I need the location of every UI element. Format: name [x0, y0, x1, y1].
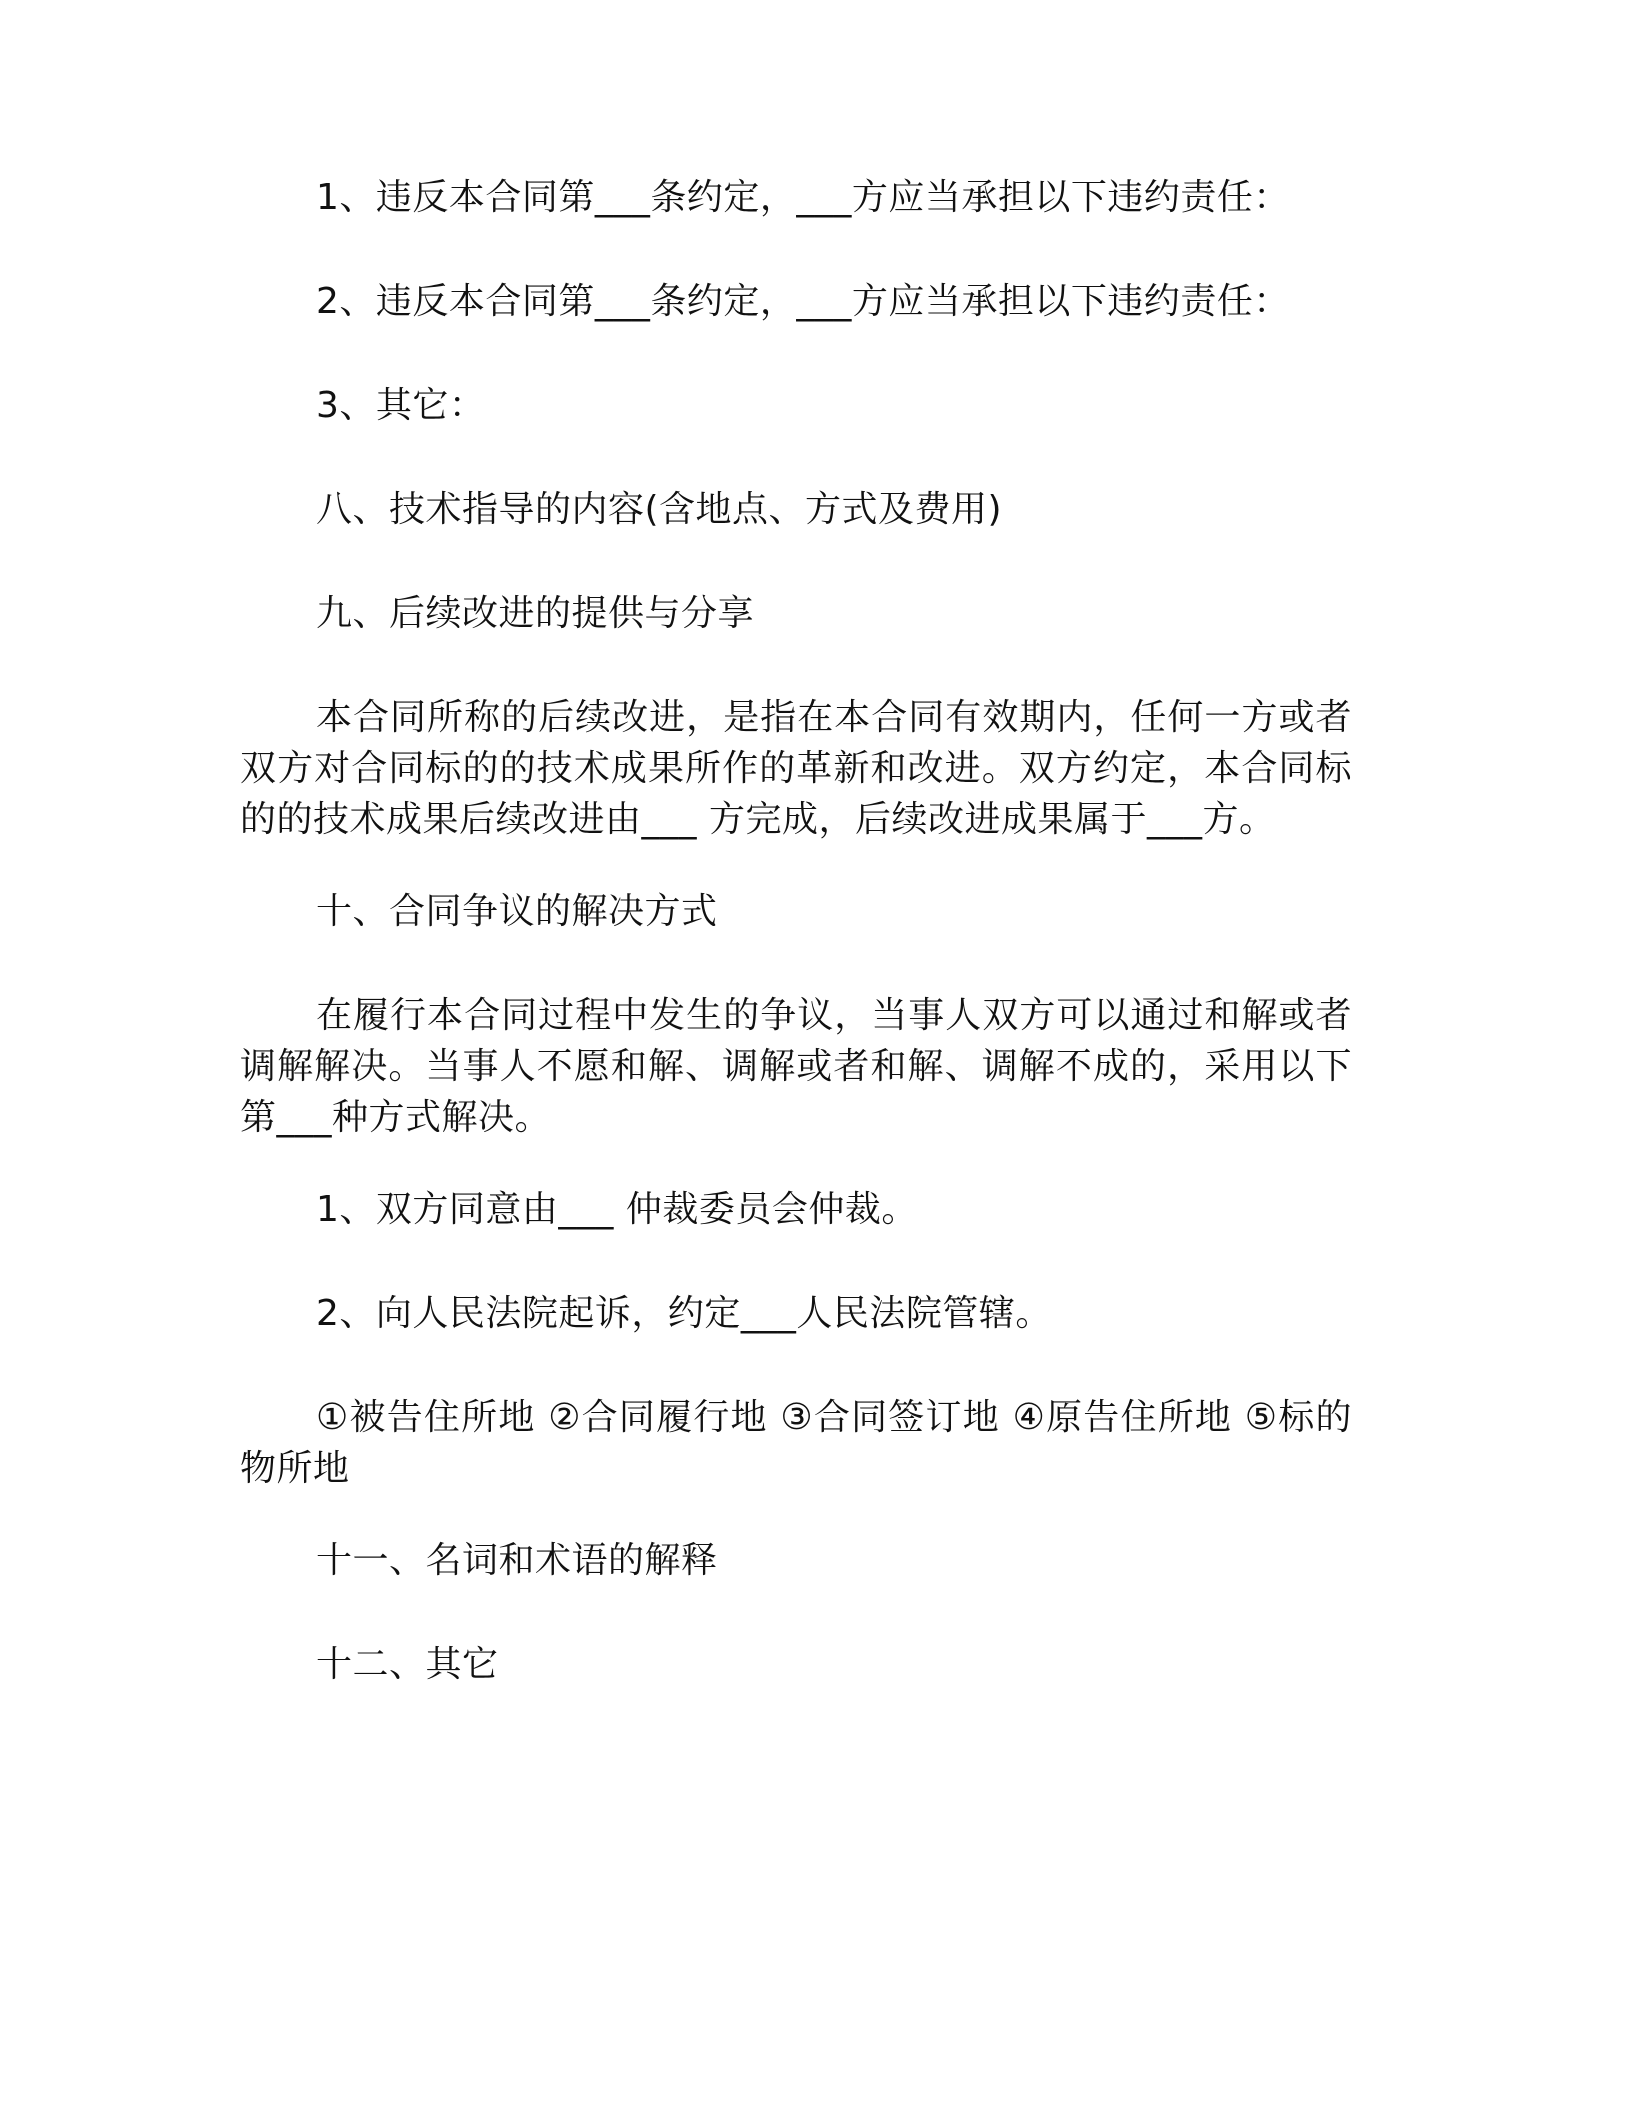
- section-9-heading: 九、后续改进的提供与分享: [316, 593, 755, 634]
- section-11-heading: 十一、名词和术语的解释: [316, 1540, 718, 1581]
- section-8-heading: 八、技术指导的内容(含地点、方式及费用): [316, 489, 1003, 530]
- document-body: [240, 172, 1352, 1743]
- section-10-heading: 十、合同争议的解决方式: [316, 891, 718, 932]
- section-9-body: 本合同所称的后续改进，是指在本合同有效期内，任何一方或者双方对合同标的的技术成果所作的革新和改进。双方约定，本合同标的的技术成果后续改进由___ 方完成，后续改进成果属于___方。: [240, 697, 1352, 840]
- jurisdiction-options: ①被告住所地 ②合同履行地 ③合同签订地 ④原告住所地 ⑤标的物所地: [240, 1397, 1352, 1489]
- dispute-option-1: 1、双方同意由___ 仲裁委员会仲裁。: [316, 1189, 918, 1230]
- clause-other: 3、其它：: [316, 385, 486, 426]
- clause-breach-2: 2、违反本合同第___条约定，___方应当承担以下违约责任：: [316, 281, 1290, 322]
- section-12-heading: 十二、其它: [316, 1644, 499, 1685]
- dispute-option-2: 2、向人民法院起诉，约定___人民法院管辖。: [316, 1293, 1052, 1334]
- clause-breach-1: 1、违反本合同第___条约定，___方应当承担以下违约责任：: [316, 177, 1290, 218]
- section-10-body: 在履行本合同过程中发生的争议，当事人双方可以通过和解或者调解解决。当事人不愿和解、调解或者和解、调解不成的，采用以下第___种方式解决。: [240, 995, 1352, 1138]
